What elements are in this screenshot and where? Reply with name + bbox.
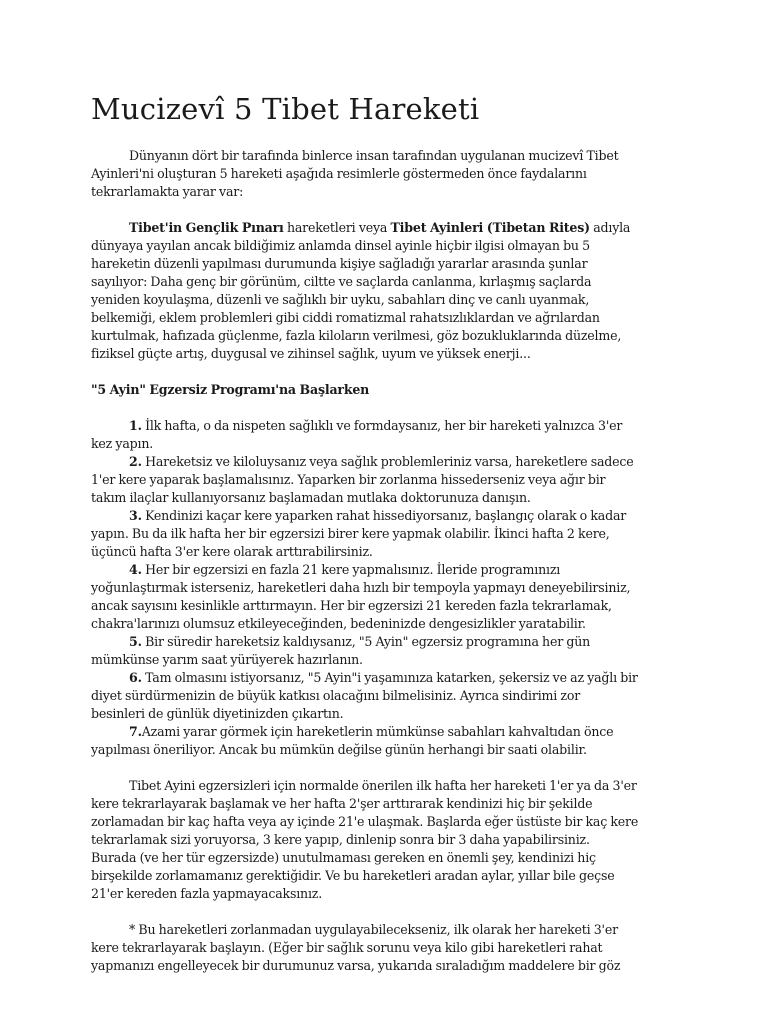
text-line: tekrarlamakta yarar var: bbox=[91, 184, 244, 199]
text-line: zorlamadan bir kaç hafta veya ay içinde 21'e ulaşmak. Başlarda eğer üstüste bir kaç kere bbox=[91, 814, 639, 829]
text-fragment: Bir süredir hareketsiz kaldıysanız, "5 Ayin" egzersiz programına her gün bbox=[145, 634, 591, 649]
text-line: kurtulmak, hafızada güçlenme, fazla kiloların verilmesi, göz bozukluklarında düzelme, bbox=[91, 328, 622, 343]
item-number: 1. bbox=[129, 418, 142, 433]
text-fragment: İlk hafta, o da nispeten sağlıklı ve formdaysanız, her bir hareketi yalnızca 3'er bbox=[145, 418, 623, 433]
list-item bbox=[91, 507, 671, 561]
text-fragment: Tam olmasını istiyorsanız, "5 Ayin"i yaşamınıza katarken, şekersiz ve az yağlı bir bbox=[145, 670, 638, 685]
text-line: hareketin düzenli yapılması durumunda kişiye sağladığı yararlar arasında şunlar bbox=[91, 256, 588, 271]
text-fragment: adıyla bbox=[589, 220, 631, 235]
text-line: * Bu hareketleri zorlanmadan uygulayabilecekseniz, ilk olarak her hareketi 3'er bbox=[129, 922, 618, 937]
text-line: diyet sürdürmenizin de büyük katkısı olacağını bilmelisiniz. Ayrıca sindirimi zor bbox=[91, 688, 581, 703]
text-line: Burada (ve her tür egzersizde) unutulmaması gereken en önemli şey, kendinizi hiç bbox=[91, 850, 596, 865]
text-fragment: Azami yarar görmek için hareketlerin mümkünse sabahları kahvaltıdan önce bbox=[141, 724, 614, 739]
item-number: 3. bbox=[129, 508, 142, 523]
guidance-paragraph bbox=[91, 777, 671, 903]
text-fragment: Hareketsiz ve kiloluysanız veya sağlık problemleriniz varsa, hareketlere sadece bbox=[145, 454, 634, 469]
list-item bbox=[91, 417, 671, 453]
text-fragment: Her bir egzersizi en fazla 21 kere yapmalısınız. İleride programınızı bbox=[145, 562, 561, 577]
text-line: besinleri de günlük diyetinizden çıkartın. bbox=[91, 706, 344, 721]
intro-paragraph bbox=[91, 147, 671, 201]
item-number: 4. bbox=[129, 562, 142, 577]
text-line: mümkünse yarım saat yürüyerek hazırlanın. bbox=[91, 652, 363, 667]
list-item bbox=[91, 723, 671, 759]
text-line: ancak sayısını kesinlikle arttırmayın. Her bir egzersizi 21 kereden fazla tekrarlamak, bbox=[91, 598, 612, 613]
document-title: Mucizevî 5 Tibet Hareketi bbox=[91, 92, 480, 126]
bold-term: Tibet'in Gençlik Pınarı bbox=[129, 220, 284, 235]
text-line bbox=[91, 723, 671, 741]
benefits-paragraph bbox=[91, 219, 671, 363]
text-line: belkemiği, eklem problemleri gibi ciddi romatizmal rahatsızlıklardan ve ağrılardan bbox=[91, 310, 600, 325]
text-line: fiziksel güçte artış, duygusal ve zihinsel sağlık, uyum ve yüksek enerji... bbox=[91, 346, 531, 361]
text-line: yeniden koyulaşma, düzenli ve sağlıklı bir uyku, sabahları dinç ve canlı uyanmak, bbox=[91, 292, 590, 307]
text-line: yapılması öneriliyor. Ancak bu mümkün değilse günün herhangi bir saati olabilir. bbox=[91, 742, 587, 757]
note-paragraph bbox=[91, 921, 671, 975]
text-line: 1'er kere yaparak başlamalısınız. Yaparken bir zorlanma hissederseniz veya ağır bir bbox=[91, 472, 606, 487]
text-line: üçüncü hafta 3'er kere olarak arttırabilirsiniz. bbox=[91, 544, 373, 559]
text-line: kere tekrarlayarak başlayın. (Eğer bir sağlık sorunu veya kilo gibi hareketleri rahat bbox=[91, 940, 603, 955]
text-line bbox=[91, 417, 671, 435]
list-item bbox=[91, 669, 671, 723]
list-item bbox=[91, 453, 671, 507]
item-number: 5. bbox=[129, 634, 142, 649]
text-fragment: Kendinizi kaçar kere yaparken rahat hissediyorsanız, başlangıç olarak o kadar bbox=[145, 508, 627, 523]
text-line bbox=[91, 453, 671, 471]
text-fragment: hareketleri veya bbox=[283, 220, 391, 235]
document-body bbox=[91, 147, 671, 975]
text-line: chakra'larınızı olumsuz etkileyeceğinden, bedeninizde dengesizlikler yaratabilir. bbox=[91, 616, 586, 631]
text-line: Dünyanın dört bir tarafında binlerce insan tarafından uygulanan mucizevî Tibet bbox=[129, 148, 619, 163]
bold-term: Tibet Ayinleri (Tibetan Rites) bbox=[390, 220, 590, 235]
text-line: sayılıyor: Daha genç bir görünüm, ciltte ve saçlarda canlanma, kırlaşmış saçlarda bbox=[91, 274, 592, 289]
text-line: yapın. Bu da ilk hafta her bir egzersizi birer kere yapmak olabilir. İkinci hafta 2 kere, bbox=[91, 526, 610, 541]
item-number: 7. bbox=[129, 724, 142, 739]
text-line: takım ilaçlar kullanıyorsanız başlamadan mutlaka doktorunuza danışın. bbox=[91, 490, 531, 505]
item-number: 6. bbox=[129, 670, 142, 685]
list-item bbox=[91, 633, 671, 669]
text-line: dünyaya yayılan ancak bildiğimiz anlamda dinsel ayinle hiçbir ilgisi olmayan bu 5 bbox=[91, 238, 590, 253]
text-line: Tibet Ayini egzersizleri için normalde önerilen ilk hafta her hareketi 1'er ya da 3'er bbox=[129, 778, 637, 793]
item-number: 2. bbox=[129, 454, 142, 469]
text-line: yapmanızı engelleyecek bir durumunuz varsa, yukarıda sıraladığım maddelere bir göz bbox=[91, 958, 621, 973]
text-line bbox=[91, 669, 671, 687]
text-line bbox=[91, 561, 671, 579]
text-line bbox=[91, 219, 671, 237]
text-line: kez yapın. bbox=[91, 436, 154, 451]
numbered-list bbox=[91, 417, 671, 759]
text-line: kere tekrarlayarak başlamak ve her hafta 2'şer arttırarak kendinizi hiç bir şekilde bbox=[91, 796, 593, 811]
text-line: 21'er kereden fazla yapmayacaksınız. bbox=[91, 886, 323, 901]
text-line: yoğunlaştırmak isterseniz, hareketleri daha hızlı bir tempoyla yapmayı deneyebilirsiniz, bbox=[91, 580, 631, 595]
text-line: tekrarlamak sizi yoruyorsa, 3 kere yapıp, dinlenip sonra bir 3 daha yapabilirsiniz. bbox=[91, 832, 590, 847]
section-heading: "5 Ayin" Egzersiz Programı'na Başlarken bbox=[91, 382, 370, 397]
text-line: birşekilde zorlamamanız gerektiğidir. Ve bu hareketleri aradan aylar, yıllar bile geçse bbox=[91, 868, 615, 883]
text-line: Ayinleri'ni oluşturan 5 hareketi aşağıda resimlerle göstermeden önce faydalarını bbox=[91, 166, 587, 181]
text-line bbox=[91, 633, 671, 651]
text-line bbox=[91, 507, 671, 525]
list-item bbox=[91, 561, 671, 633]
